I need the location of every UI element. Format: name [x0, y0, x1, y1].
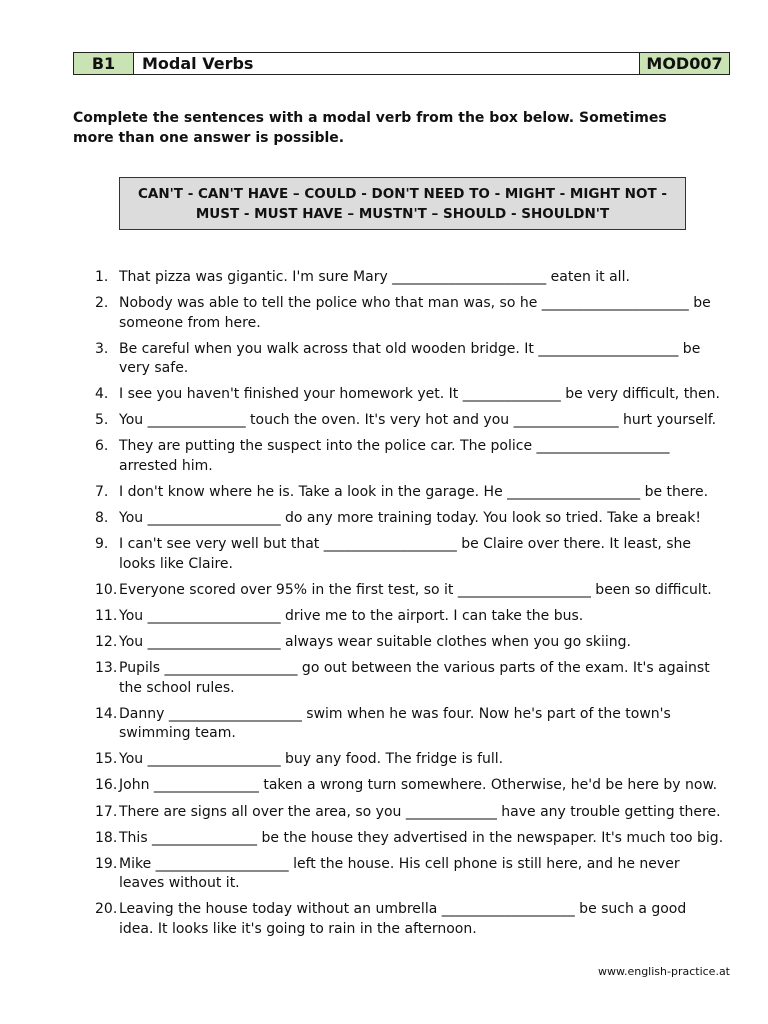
question-number: 3. — [95, 340, 109, 357]
question-number: 14. — [95, 705, 118, 722]
question-item — [95, 268, 725, 288]
question-number: 10. — [95, 581, 118, 598]
question-text: You ___________________ drive me to the airport. I can take the bus. — [119, 607, 584, 624]
question-number: 5. — [95, 412, 109, 429]
question-number: 7. — [95, 484, 109, 501]
question-text: Everyone scored over 95% in the first test, so it ___________________ been so difficult. — [119, 581, 712, 598]
question-text: Danny ___________________ swim when he was four. Now he's part of the town's swimming team. — [119, 705, 671, 742]
worksheet-code: MOD007 — [639, 53, 729, 74]
footer-website: www.english-practice.at — [597, 965, 730, 978]
question-text: There are signs all over the area, so you _____________ have any trouble getting there. — [119, 803, 721, 820]
question-number: 15. — [95, 751, 118, 768]
question-number: 1. — [95, 269, 109, 285]
question-item — [95, 607, 725, 627]
question-item — [95, 900, 725, 939]
question-item — [95, 803, 725, 823]
question-text: Nobody was able to tell the police who that man was, so he _____________________ be someone from here. — [119, 295, 711, 331]
question-text: I see you haven't finished your homework yet. It ______________ be very difficult, then. — [119, 386, 720, 403]
question-item — [95, 659, 725, 698]
question-item — [95, 294, 725, 333]
question-text: You ___________________ do any more training today. You look so tried. Take a break! — [119, 510, 701, 527]
question-item — [95, 535, 725, 574]
word-box — [119, 177, 686, 230]
question-item — [95, 633, 725, 653]
question-number: 16. — [95, 777, 118, 794]
question-number: 2. — [95, 295, 109, 312]
question-text: Be careful when you walk across that old wooden bridge. It ____________________ be very safe. — [119, 340, 701, 377]
question-item — [95, 509, 725, 529]
question-text: You ___________________ always wear suitable clothes when you go skiing. — [119, 634, 631, 651]
question-item — [95, 340, 725, 379]
question-item — [95, 483, 725, 503]
question-text: Pupils ___________________ go out between the various parts of the exam. It's against the school rules. — [119, 660, 710, 696]
question-item — [95, 437, 725, 476]
question-number: 11. — [95, 607, 118, 624]
question-number: 6. — [95, 438, 109, 455]
question-item — [95, 705, 725, 744]
question-number: 18. — [95, 829, 118, 846]
question-number: 12. — [95, 634, 118, 651]
question-number: 13. — [95, 660, 118, 677]
question-item — [95, 385, 725, 405]
question-number: 9. — [95, 536, 109, 553]
question-item — [95, 411, 725, 431]
question-number: 8. — [95, 510, 109, 527]
question-text: They are putting the suspect into the police car. The police ___________________ arrested him. — [119, 438, 670, 474]
worksheet-header — [73, 52, 730, 75]
word-box-line-2: MUST - MUST HAVE – MUSTN'T – SHOULD - SHOULDN'T — [195, 205, 610, 222]
question-text: John _______________ taken a wrong turn somewhere. Otherwise, he'd be here by now. — [119, 777, 718, 794]
question-number: 19. — [95, 855, 118, 872]
question-item — [95, 776, 725, 796]
question-text: You ___________________ buy any food. The fridge is full. — [119, 751, 504, 768]
question-text: I don't know where he is. Take a look in the garage. He ___________________ be there. — [119, 484, 709, 501]
question-text: That pizza was gigantic. I'm sure Mary ______________________ eaten it all. — [119, 269, 630, 285]
word-box-line-1: CAN'T - CAN'T HAVE – COULD - DON'T NEED TO - MIGHT - MIGHT NOT - — [138, 185, 667, 202]
question-number: 20. — [95, 901, 118, 918]
question-list — [95, 268, 725, 946]
worksheet-title: Modal Verbs — [142, 54, 254, 73]
question-text: Mike ___________________ left the house. His cell phone is still here, and he never leaves without it. — [119, 855, 680, 892]
level-badge: B1 — [74, 53, 134, 74]
question-text: I can't see very well but that ___________________ be Claire over there. It least, she looks like Claire. — [119, 536, 692, 572]
question-item — [95, 855, 725, 894]
question-number: 17. — [95, 803, 118, 820]
question-number: 4. — [95, 386, 109, 403]
instructions: Complete the sentences with a modal verb from the box below. Sometimes more than one answer is possible. — [73, 110, 667, 146]
question-item — [95, 750, 725, 770]
question-text: This _______________ be the house they advertised in the newspaper. It's much too big. — [119, 829, 724, 846]
question-item — [95, 581, 725, 601]
question-text: You ______________ touch the oven. It's very hot and you _______________ hurt yourself. — [119, 412, 717, 429]
question-text: Leaving the house today without an umbrella ___________________ be such a good idea. It looks like it's going to rain in the afternoon. — [119, 901, 687, 937]
question-item — [95, 829, 725, 849]
